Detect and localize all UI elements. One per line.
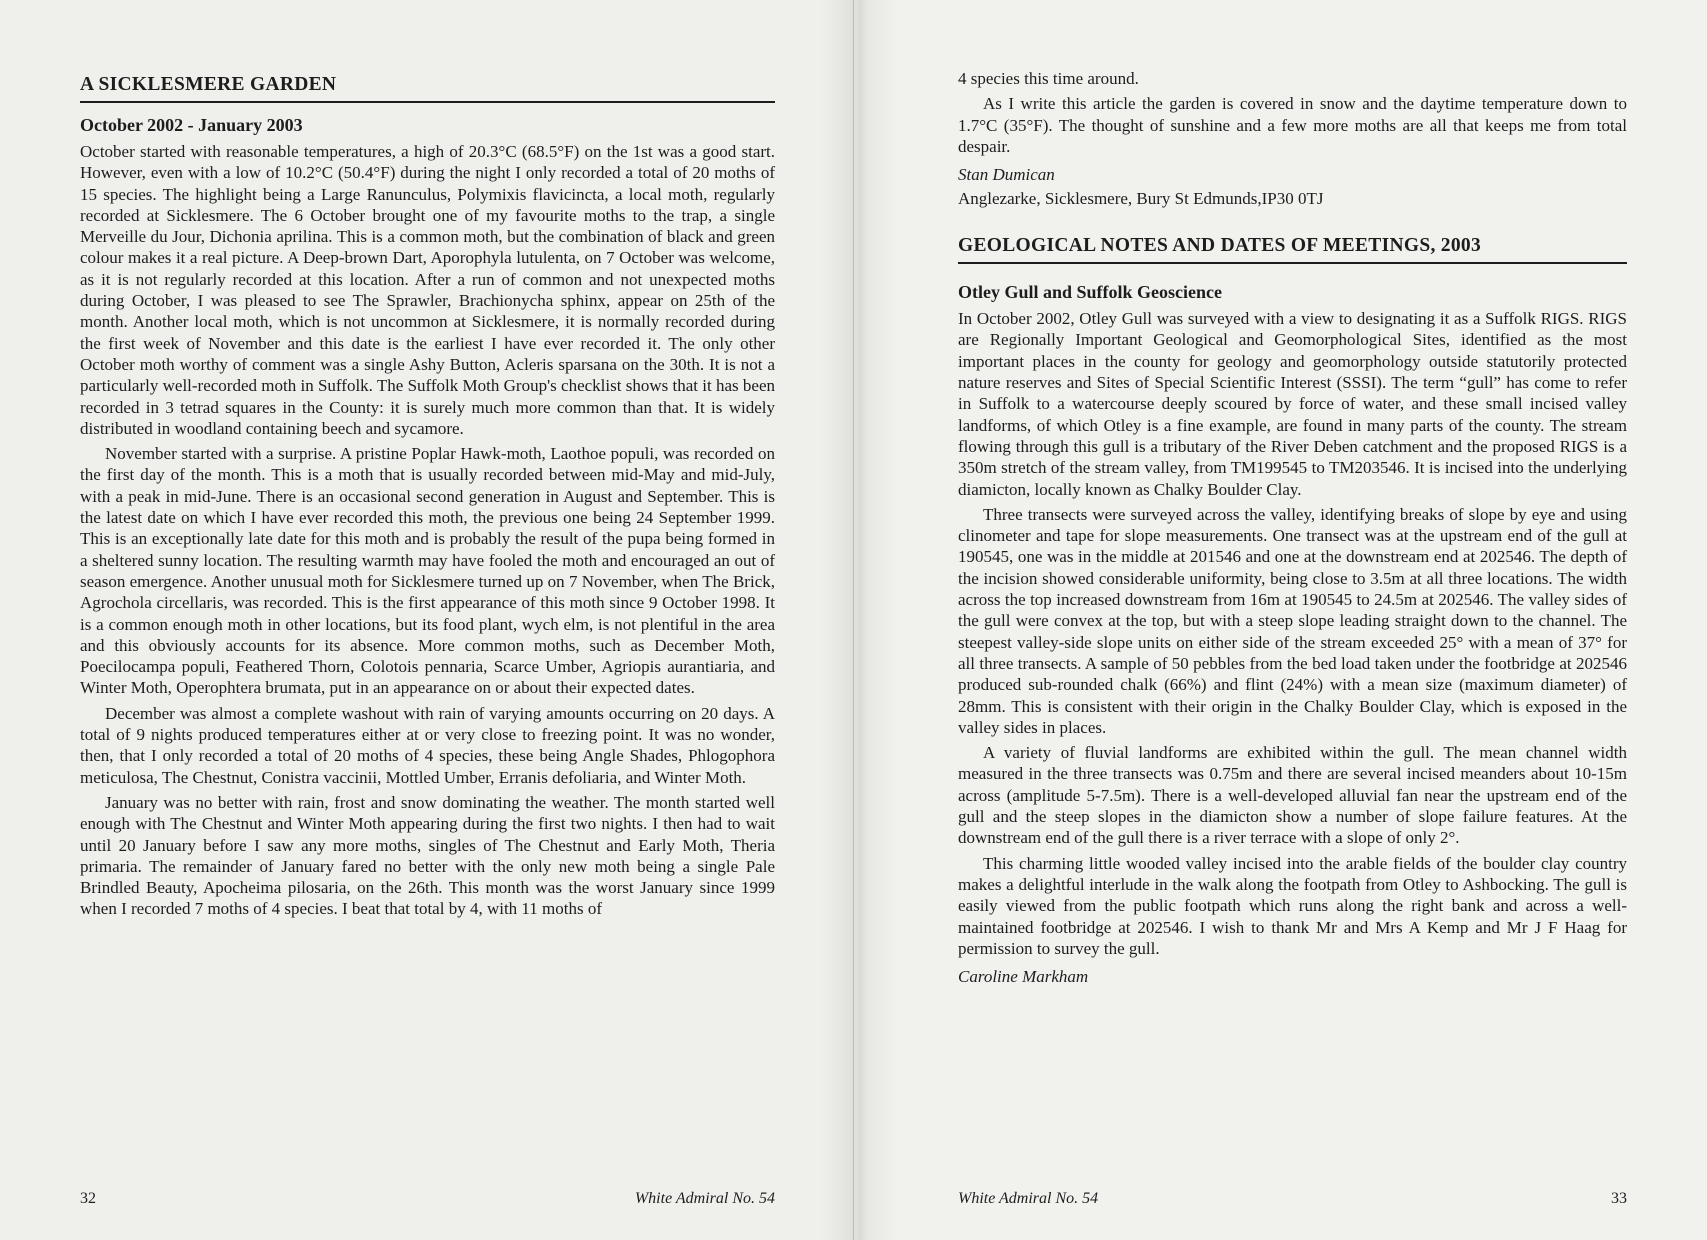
page-number: 32 [80,1190,96,1207]
right-page [854,0,1707,1240]
article-subhead: October 2002 - January 2003 [80,115,303,135]
paragraph-closing: As I write this article the garden is covered in snow and the daytime temperature down to 1.7°C (35°F). The thought of sunshine and a few more moths are all that keeps me from total despair. [958,94,1627,156]
paragraph-landforms: A variety of fluvial landforms are exhibited within the gull. The mean channel width measured in the three transects was 0.75m and there are several incised meanders about 10-15m across (amplitude 5-7.5m). There is a well-developed alluvial fan near the upstream end of the gull and the steep slopes in the diamicton show a number of slope failure features. At the downstream end of the gull there is a river terrace with a slope of only 2°. [958,743,1627,848]
paragraph-october: October started with reasonable temperatures, a high of 20.3°C (68.5°F) on the 1st was a good start. However, even with a low of 10.2°C (50.4°F) during the night I only recorded a total of 20 moths of 15 species. The highlight being a Large Ranunculus, Polymixis flavicincta, a local moth, regularly recorded at Sicklesmere. The 6 October brought one of my favourite moths to the trap, a single Merveille du Jour, Dichonia aprilina. This is a common moth, but the combination of black and green colour makes it a real picture. A Deep-brown Dart, Aporophyla lutulenta, on 7 October was welcome, as it is not regularly recorded at this location. After a run of common and not unexpected moths during October, I was pleased to see The Sprawler, Brachionycha sphinx, appear on 25th of the month. Another local moth, which is not uncommon at Sicklesmere, it is normally recorded during the first week of November and this date is the earliest I have ever recorded it. The only other October moth worthy of comment was a single Ashy Button, Acleris sparsana on the 30th. It is not a particularly well-recorded moth in Suffolk. The Suffolk Moth Group's checklist shows that it has been recorded in 3 tetrad squares in the County: it is surely much more common than that. It is widely distributed in woodland containing beech and sycamore. [80,142,775,438]
paragraph-continuation: 4 species this time around. [958,69,1139,88]
author-name: Stan Dumican [958,165,1055,185]
section-subhead: Otley Gull and Suffolk Geoscience [958,282,1223,303]
paragraph-january: January was no better with rain, frost and snow dominating the weather. The month started well enough with The Chestnut and Winter Moth appearing during the first two nights. I then had to wait until 20 January before I saw any more moths, singles of The Chestnut and Early Moth, Theria primaria. The remainder of January fared no better with the only new moth being a single Pale Brindled Beauty, Apocheima pilosaria, on the 26th. This month was the worst January since 1999 when I recorded 7 moths of 4 species. I beat that total by 4, with 11 moths of [80,792,775,919]
journal-name: White Admiral No. 54 [634,1190,775,1207]
page-number: 33 [1611,1190,1627,1207]
paragraph-november: November started with a surprise. A pristine Poplar Hawk-moth, Laothoe populi, was recorded on the first day of the month. This is a moth that is usually recorded between mid-May and mid-July, with a peak in mid-June. There is an occasional second generation in August and September. This is the latest date on which I have ever recorded this moth, the previous one being 24 September 1999. This is an exceptionally late date for this moth and is probably the result of the pupa being formed in a sheltered sunny location. The resulting warmth may have fooled the moth and encouraged an out of season emergence. Another unusual moth for Sicklesmere turned up on 7 November, when The Brick, Agrochola circellaris, was recorded. This is the first appearance of this moth since 9 October 1998. It is a common enough moth in other locations, but its food plant, wych elm, is not plentiful in the area and this obviously accounts for its absence. More common moths, such as December Moth, Poecilocampa populi, Feathered Thorn, Colotois pennaria, Scarce Umber, Agriopis aurantiaria, and Winter Moth, Operophtera brumata, put in an appearance on or about their expected dates. [80,444,775,698]
paragraph-rigs: In October 2002, Otley Gull was surveyed with a view to designating it as a Suffolk RIGS. RIGS are Regionally Important Geological and Geomorphological Sites, identified as the most important places in the county for geology and geomorphology outside statutorily protected nature reserves and Sites of Special Scientific Interest (SSSI). The term “gull” has come to refer in Suffolk to a watercourse deeply scoured by force of water, and these small incised valley landforms, of which Otley is a fine example, are found in many parts of the county. The stream flowing through this gull is a tributary of the River Deben catchment and the proposed RIGS is a 350m stretch of the stream valley, from TM199545 to TM203546. It is incised into the underlying diamicton, locally known as Chalky Boulder Clay. [958,309,1627,499]
paragraph-transects: Three transects were surveyed across the valley, identifying breaks of slope by eye and using clinometer and tape for slope measurements. One transect was at the upstream end of the gull at 190545, one was in the middle at 201546 and one at the downstream end at 202546. The depth of the incision showed considerable uniformity, being close to 3.5m at all three locations. The width across the top increased downstream from 16m at 190545 to 24.5m at 202546. The valley sides of the gull were convex at the top, but with a steep slope leading straight down to the channel. The steepest valley-side slope units on either side of the stream exceeded 25° with a mean of 37° for all three transects. A sample of 50 pebbles from the bed load taken under the footbridge at 202546 produced sub-rounded chalk (66%) and flint (24%) with a mean size (maximum diameter) of 28mm. This is consistent with their origin in the Chalky Boulder Clay, which is exposed in the valley sides in places. [958,504,1627,737]
journal-name: White Admiral No. 54 [958,1190,1099,1207]
paragraph-december: December was almost a complete washout with rain of varying amounts occurring on 20 days. A total of 9 nights produced temperatures either at or very close to freezing point. It was no wonder, then, that I only recorded a total of 20 moths of 4 species, these being Angle Shades, Phlogophora meticulosa, The Chestnut, Conistra vaccinii, Mottled Umber, Erranis defoliaria, and Winter Moth. [80,703,775,787]
left-footer [80,1190,775,1208]
article-title: A SICKLESMERE GARDEN [80,74,775,103]
section-title: GEOLOGICAL NOTES AND DATES OF MEETINGS, 2003 [958,235,1627,264]
paragraph-valley: This charming little wooded valley incised into the arable fields of the boulder clay country makes a delightful interlude in the walk along the footpath from Otley to Ashbocking. The gull is easily viewed from the public footpath which runs along the right bank and across a well-maintained footbridge at 202546. I wish to thank Mr and Mrs A Kemp and Mr J F Haag for permission to survey the gull. [958,853,1627,958]
right-footer [958,1190,1627,1208]
author-name: Caroline Markham [958,967,1089,987]
author-address: Anglezarke, Sicklesmere, Bury St Edmunds,IP30 0TJ [958,189,1324,209]
